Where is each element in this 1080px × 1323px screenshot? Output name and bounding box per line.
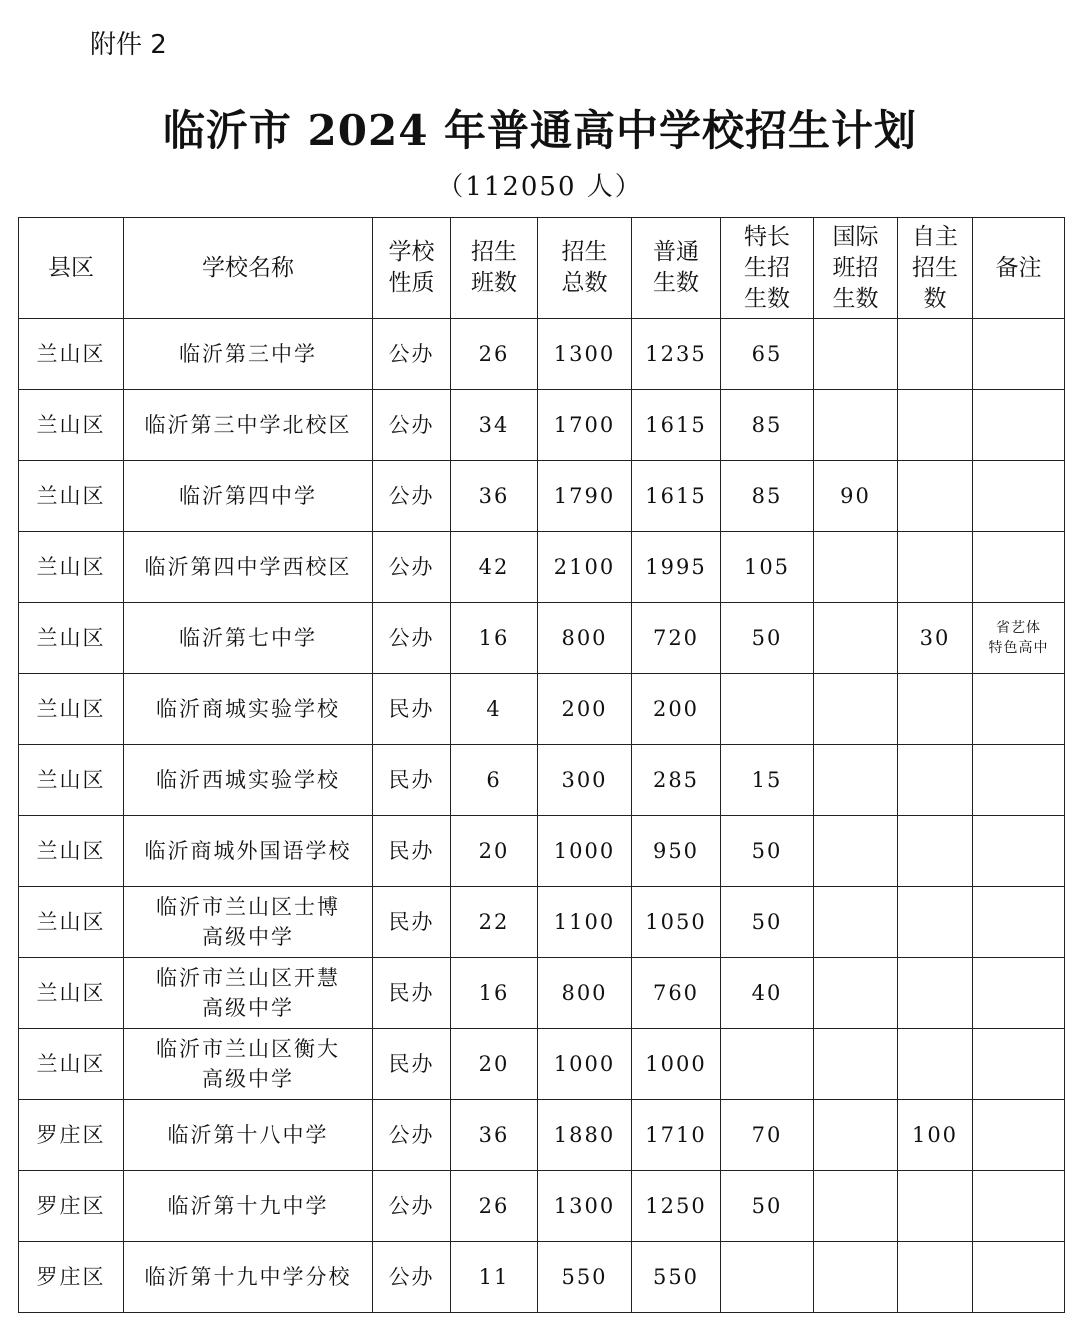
cell-district: 兰山区	[19, 816, 124, 887]
cell-class-count: 26	[451, 319, 538, 390]
cell-regular-students: 720	[632, 603, 721, 674]
total-enrollment: （112050 人）	[437, 172, 643, 202]
cell-international-students	[814, 887, 898, 958]
cell-regular-students: 1050	[632, 887, 721, 958]
cell-school-name: 临沂第十九中学分校	[124, 1242, 373, 1313]
header-specialty-students: 特长 生招 生数	[721, 218, 814, 319]
cell-remarks	[973, 958, 1065, 1029]
header-independent-enrollment: 自主 招生 数	[898, 218, 973, 319]
cell-total-enrollment: 1790	[538, 461, 632, 532]
cell-district: 兰山区	[19, 603, 124, 674]
cell-district: 兰山区	[19, 887, 124, 958]
cell-school-name: 临沂第四中学	[124, 461, 373, 532]
cell-class-count: 11	[451, 1242, 538, 1313]
cell-school-name: 临沂商城外国语学校	[124, 816, 373, 887]
cell-school-name: 临沂第十八中学	[124, 1100, 373, 1171]
cell-specialty-students	[721, 1029, 814, 1100]
table-row	[19, 958, 1065, 1029]
cell-school-name: 临沂市兰山区衡大 高级中学	[124, 1029, 373, 1100]
cell-independent-enrollment	[898, 1029, 973, 1100]
cell-specialty-students: 50	[721, 603, 814, 674]
cell-independent-enrollment	[898, 1171, 973, 1242]
table-row	[19, 1242, 1065, 1313]
cell-international-students	[814, 532, 898, 603]
cell-total-enrollment: 300	[538, 745, 632, 816]
cell-international-students	[814, 816, 898, 887]
cell-regular-students: 550	[632, 1242, 721, 1313]
cell-specialty-students: 105	[721, 532, 814, 603]
cell-school-type: 民办	[373, 745, 451, 816]
cell-independent-enrollment	[898, 958, 973, 1029]
cell-specialty-students: 85	[721, 390, 814, 461]
cell-international-students	[814, 1100, 898, 1171]
cell-class-count: 22	[451, 887, 538, 958]
cell-class-count: 42	[451, 532, 538, 603]
table-row	[19, 390, 1065, 461]
table-row	[19, 816, 1065, 887]
cell-school-type: 公办	[373, 1171, 451, 1242]
cell-total-enrollment: 550	[538, 1242, 632, 1313]
cell-regular-students: 1615	[632, 390, 721, 461]
cell-total-enrollment: 1000	[538, 1029, 632, 1100]
cell-district: 兰山区	[19, 1029, 124, 1100]
cell-remarks: 省艺体 特色高中	[973, 603, 1065, 674]
cell-district: 罗庄区	[19, 1100, 124, 1171]
cell-total-enrollment: 1100	[538, 887, 632, 958]
cell-school-type: 民办	[373, 674, 451, 745]
cell-independent-enrollment: 30	[898, 603, 973, 674]
document-title: 临沂市 2024 年普通高中学校招生计划	[162, 106, 918, 155]
cell-international-students	[814, 319, 898, 390]
cell-specialty-students: 65	[721, 319, 814, 390]
cell-school-name: 临沂第十九中学	[124, 1171, 373, 1242]
table-row	[19, 319, 1065, 390]
cell-international-students	[814, 1242, 898, 1313]
cell-total-enrollment: 800	[538, 958, 632, 1029]
cell-specialty-students: 50	[721, 1171, 814, 1242]
attachment-label: 附件 2	[90, 30, 167, 60]
cell-school-name: 临沂第三中学北校区	[124, 390, 373, 461]
enrollment-plan-table	[18, 217, 1065, 1313]
cell-specialty-students: 70	[721, 1100, 814, 1171]
cell-independent-enrollment	[898, 674, 973, 745]
table-row	[19, 887, 1065, 958]
cell-total-enrollment: 1300	[538, 319, 632, 390]
cell-international-students	[814, 390, 898, 461]
cell-class-count: 20	[451, 1029, 538, 1100]
table-row	[19, 603, 1065, 674]
cell-total-enrollment: 200	[538, 674, 632, 745]
cell-district: 兰山区	[19, 745, 124, 816]
cell-district: 兰山区	[19, 958, 124, 1029]
cell-school-name: 临沂第四中学西校区	[124, 532, 373, 603]
cell-remarks	[973, 1029, 1065, 1100]
cell-school-type: 公办	[373, 319, 451, 390]
cell-remarks	[973, 532, 1065, 603]
cell-school-type: 公办	[373, 1100, 451, 1171]
cell-specialty-students: 15	[721, 745, 814, 816]
cell-remarks	[973, 887, 1065, 958]
cell-independent-enrollment	[898, 816, 973, 887]
cell-district: 兰山区	[19, 674, 124, 745]
cell-school-name: 临沂商城实验学校	[124, 674, 373, 745]
cell-total-enrollment: 1300	[538, 1171, 632, 1242]
cell-school-type: 民办	[373, 816, 451, 887]
cell-regular-students: 1235	[632, 319, 721, 390]
cell-district: 兰山区	[19, 532, 124, 603]
cell-school-type: 民办	[373, 887, 451, 958]
cell-total-enrollment: 1880	[538, 1100, 632, 1171]
cell-independent-enrollment: 100	[898, 1100, 973, 1171]
cell-remarks	[973, 745, 1065, 816]
cell-remarks	[973, 461, 1065, 532]
cell-independent-enrollment	[898, 745, 973, 816]
cell-school-type: 民办	[373, 958, 451, 1029]
cell-specialty-students: 85	[721, 461, 814, 532]
cell-independent-enrollment	[898, 887, 973, 958]
cell-district: 罗庄区	[19, 1242, 124, 1313]
cell-school-name: 临沂市兰山区开慧 高级中学	[124, 958, 373, 1029]
table-row	[19, 1171, 1065, 1242]
cell-class-count: 20	[451, 816, 538, 887]
cell-specialty-students: 40	[721, 958, 814, 1029]
cell-regular-students: 1995	[632, 532, 721, 603]
cell-class-count: 34	[451, 390, 538, 461]
cell-regular-students: 1615	[632, 461, 721, 532]
cell-international-students: 90	[814, 461, 898, 532]
cell-class-count: 4	[451, 674, 538, 745]
header-international-students: 国际 班招 生数	[814, 218, 898, 319]
cell-international-students	[814, 958, 898, 1029]
cell-school-name: 临沂第七中学	[124, 603, 373, 674]
cell-international-students	[814, 603, 898, 674]
cell-remarks	[973, 674, 1065, 745]
cell-total-enrollment: 1000	[538, 816, 632, 887]
cell-remarks	[973, 1100, 1065, 1171]
cell-independent-enrollment	[898, 461, 973, 532]
header-district: 县区	[19, 218, 124, 319]
cell-district: 兰山区	[19, 461, 124, 532]
cell-independent-enrollment	[898, 532, 973, 603]
table-row	[19, 532, 1065, 603]
cell-total-enrollment: 2100	[538, 532, 632, 603]
cell-school-type: 公办	[373, 603, 451, 674]
header-remarks: 备注	[973, 218, 1065, 319]
cell-specialty-students: 50	[721, 887, 814, 958]
header-total-enrollment: 招生 总数	[538, 218, 632, 319]
table-row	[19, 745, 1065, 816]
cell-total-enrollment: 1700	[538, 390, 632, 461]
header-school-type: 学校 性质	[373, 218, 451, 319]
cell-international-students	[814, 1029, 898, 1100]
cell-remarks	[973, 319, 1065, 390]
cell-class-count: 36	[451, 461, 538, 532]
cell-regular-students: 760	[632, 958, 721, 1029]
table-row	[19, 674, 1065, 745]
cell-school-type: 民办	[373, 1029, 451, 1100]
cell-international-students	[814, 1171, 898, 1242]
cell-total-enrollment: 800	[538, 603, 632, 674]
cell-regular-students: 1250	[632, 1171, 721, 1242]
cell-school-type: 公办	[373, 532, 451, 603]
table-row	[19, 461, 1065, 532]
cell-school-name: 临沂市兰山区士博 高级中学	[124, 887, 373, 958]
cell-specialty-students	[721, 674, 814, 745]
header-row	[19, 218, 1065, 319]
cell-specialty-students	[721, 1242, 814, 1313]
cell-remarks	[973, 1242, 1065, 1313]
cell-regular-students: 1000	[632, 1029, 721, 1100]
cell-remarks	[973, 390, 1065, 461]
cell-class-count: 16	[451, 603, 538, 674]
cell-district: 兰山区	[19, 319, 124, 390]
cell-remarks	[973, 816, 1065, 887]
cell-regular-students: 285	[632, 745, 721, 816]
cell-school-type: 公办	[373, 461, 451, 532]
table-row	[19, 1100, 1065, 1171]
header-class-count: 招生 班数	[451, 218, 538, 319]
cell-remarks	[973, 1171, 1065, 1242]
header-school-name: 学校名称	[124, 218, 373, 319]
header-regular-students: 普通 生数	[632, 218, 721, 319]
cell-regular-students: 200	[632, 674, 721, 745]
table-row	[19, 1029, 1065, 1100]
cell-class-count: 36	[451, 1100, 538, 1171]
cell-international-students	[814, 745, 898, 816]
cell-independent-enrollment	[898, 1242, 973, 1313]
cell-specialty-students: 50	[721, 816, 814, 887]
cell-regular-students: 1710	[632, 1100, 721, 1171]
cell-independent-enrollment	[898, 319, 973, 390]
cell-school-type: 公办	[373, 1242, 451, 1313]
cell-independent-enrollment	[898, 390, 973, 461]
cell-school-name: 临沂西城实验学校	[124, 745, 373, 816]
cell-class-count: 26	[451, 1171, 538, 1242]
cell-school-name: 临沂第三中学	[124, 319, 373, 390]
cell-international-students	[814, 674, 898, 745]
cell-district: 罗庄区	[19, 1171, 124, 1242]
cell-district: 兰山区	[19, 390, 124, 461]
cell-regular-students: 950	[632, 816, 721, 887]
cell-class-count: 6	[451, 745, 538, 816]
cell-class-count: 16	[451, 958, 538, 1029]
cell-school-type: 公办	[373, 390, 451, 461]
